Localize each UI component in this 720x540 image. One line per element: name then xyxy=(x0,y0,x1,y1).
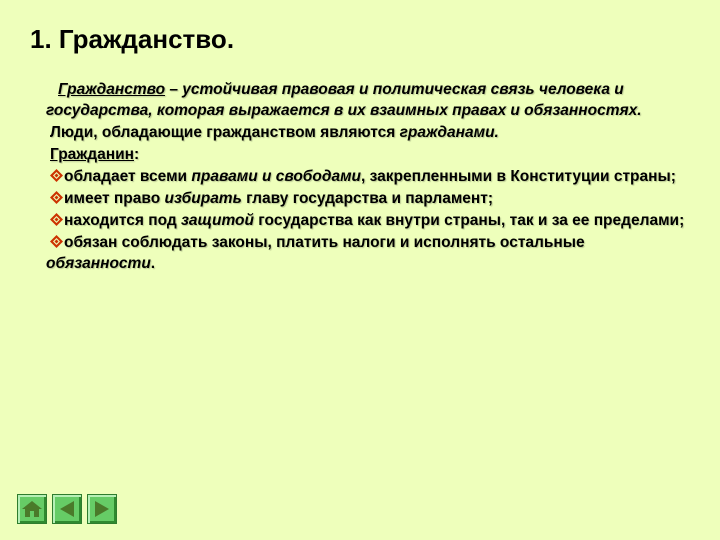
bullet-emphasis: правами и свободами xyxy=(191,168,362,185)
definition-term: Гражданство xyxy=(58,81,166,98)
triangle-left-icon xyxy=(57,499,77,519)
home-button[interactable] xyxy=(17,494,47,524)
bullet-item: обязан соблюдать законы, платить налоги и исполнять остальные обязанности. xyxy=(46,234,585,272)
citizens-emphasis: гражданами. xyxy=(399,124,499,141)
page-title: 1. Гражданство. xyxy=(30,24,235,54)
home-icon xyxy=(21,499,43,519)
citizens-paragraph xyxy=(46,122,694,143)
bullet-emphasis: обязанности xyxy=(46,255,151,272)
bullet-emphasis: избирать xyxy=(164,190,242,207)
definition-text: – устойчивая правовая и политическая связь человека и государства, которая выражается в их взаимных правах и обязанностях. xyxy=(46,81,642,119)
diamond-bullet-icon xyxy=(50,169,63,182)
bullet-item: обладает всеми правами и свободами, закрепленными в Конституции страны; xyxy=(46,166,694,187)
bullet-item: находится под защитой государства как внутри страны, так и за ее пределами; xyxy=(46,210,694,231)
previous-slide-button[interactable] xyxy=(52,494,82,524)
slide-content xyxy=(46,79,694,275)
triangle-right-icon xyxy=(92,499,112,519)
bullet-item: имеет право избирать главу государства и парламент; xyxy=(46,188,694,209)
bullet-emphasis: защитой xyxy=(180,212,254,229)
diamond-bullet-icon xyxy=(50,213,63,226)
citizen-heading-label: Гражданин xyxy=(50,146,134,163)
diamond-bullet-icon xyxy=(50,191,63,204)
next-slide-button[interactable] xyxy=(87,494,117,524)
definition-paragraph xyxy=(46,79,694,121)
diamond-bullet-icon xyxy=(50,235,63,248)
citizens-text: Люди, обладающие гражданством являются xyxy=(50,124,400,141)
slide-navigation xyxy=(17,494,117,524)
citizen-heading: Гражданин: xyxy=(50,146,140,163)
